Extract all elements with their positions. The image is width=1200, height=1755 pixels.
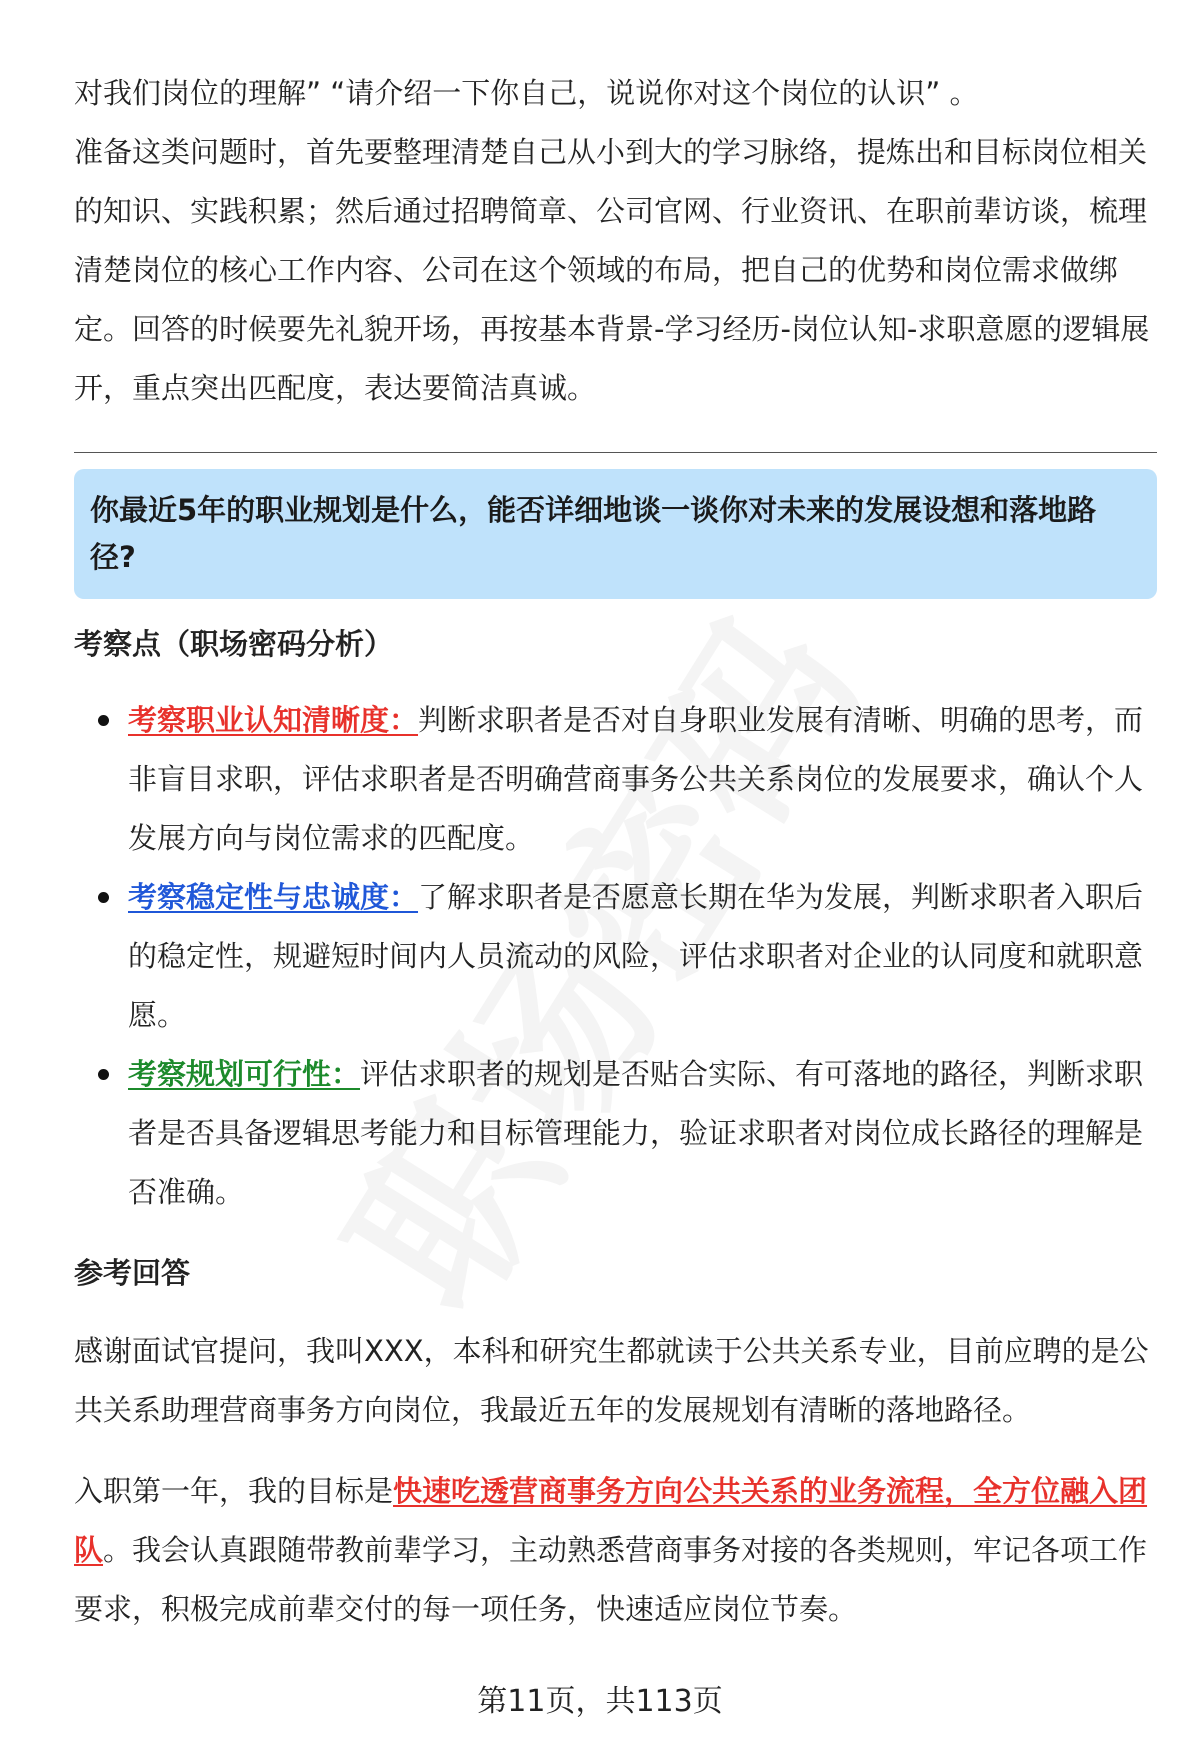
section-divider — [74, 452, 1157, 453]
analysis-list — [74, 691, 1157, 1222]
answer-text-before: 入职第一年，我的目标是 — [74, 1474, 394, 1508]
point-text: 了解求职者是否愿意长期在华为发展，判断求职者入职后的稳定性，规避短时间内人员流动的风险，评估求职者对企业的认同度和就职意愿。 — [128, 880, 1144, 1032]
point-label: 考察规划可行性： — [128, 1057, 361, 1091]
analysis-heading: 考察点（职场密码分析） — [74, 627, 394, 661]
document-page — [74, 64, 1157, 1639]
answer-paragraph-1: 感谢面试官提问，我叫XXX，本科和研究生都就读于公共关系专业，目前应聘的是公共关系助理营商事务方向岗位，我最近五年的发展规划有清晰的落地路径。 — [74, 1334, 1149, 1427]
point-label: 考察职业认知清晰度： — [128, 703, 419, 737]
bullet-icon — [98, 715, 109, 726]
question-text: 你最近5年的职业规划是什么，能否详细地谈一谈你对未来的发展设想和落地路径? — [90, 493, 1097, 574]
intro-paragraph-2: 准备这类问题时，首先要整理清楚自己从小到大的学习脉络，提炼出和目标岗位相关的知识、实践积累；然后通过招聘简章、公司官网、行业资讯、在职前辈访谈，梳理清楚岗位的核心工作内容、公司在这个领域的布局，把自己的优势和岗位需求做绑定。回答的时候要先礼貌开场，再按基本背景-学习经历-岗位认知-求职意愿的逻辑展开，重点突出匹配度，表达要简洁真诚。 — [74, 135, 1150, 405]
page-number: 第11页，共113页 — [477, 1684, 723, 1719]
point-text: 评估求职者的规划是否贴合实际、有可落地的路径，判断求职者是否具备逻辑思考能力和目标管理能力，验证求职者对岗位成长路径的理解是否准确。 — [128, 1057, 1144, 1209]
question-box — [74, 469, 1157, 599]
list-item — [74, 868, 1157, 1045]
bullet-icon — [98, 892, 109, 903]
answer-highlight: 快速吃透营商事务方向公共关系的业务流程，全方位融入团队 — [74, 1474, 1148, 1567]
point-text: 判断求职者是否对自身职业发展有清晰、明确的思考，而非盲目求职，评估求职者是否明确营商事务公共关系岗位的发展要求，确认个人发展方向与岗位需求的匹配度。 — [128, 703, 1144, 855]
list-item — [74, 1045, 1157, 1222]
intro-paragraph-1: 对我们岗位的理解” “请介绍一下你自己，说说你对这个岗位的认识” 。 — [74, 76, 979, 110]
answer-text-after: 。我会认真跟随带教前辈学习，主动熟悉营商事务对接的各类规则，牢记各项工作要求，积极完成前辈交付的每一项任务，快速适应岗位节奏。 — [74, 1533, 1148, 1626]
answer-heading: 参考回答 — [74, 1256, 191, 1290]
bullet-icon — [98, 1069, 109, 1080]
list-item — [74, 691, 1157, 868]
point-label: 考察稳定性与忠诚度： — [128, 880, 419, 914]
answer-paragraph-2 — [74, 1462, 1157, 1639]
